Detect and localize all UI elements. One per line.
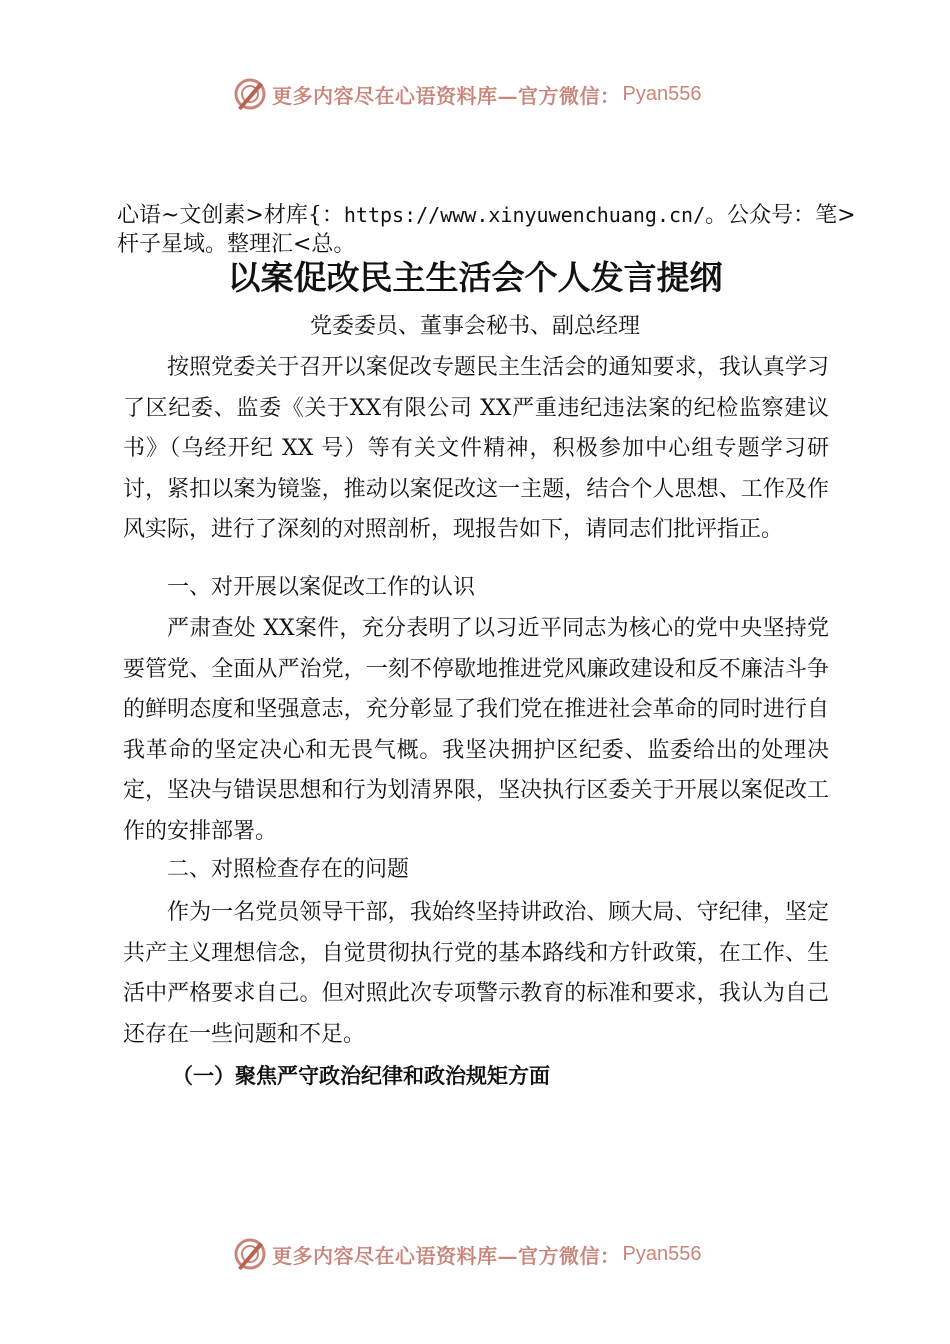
source-url: https://www.xinyuwenchuang.cn/	[343, 203, 706, 227]
section-2-paragraph: 作为一名党员领导干部，我始终坚持讲政治、顾大局、守纪律，坚定共产主义理想信念，自觉贯彻执行党的基本路线和方针政策，在工作、生活中严格要求自己。但对照此次专项警示教育的标准和要求，我认为自己还存在一些问题和不足。	[123, 900, 829, 1047]
footer-watermark	[232, 1234, 732, 1274]
section-heading-1: 一、对开展以案促改工作的认识	[167, 575, 476, 600]
source-line	[117, 201, 857, 259]
page-title: 以案促改民主生活会个人发言提纲	[227, 258, 723, 297]
watermark-text: 更多内容尽在心语资料库—官方微信：	[272, 83, 621, 108]
source-part2: 。公众号：笔>杆子星域。整理汇<总。	[117, 203, 856, 257]
pen-logo-icon	[232, 1236, 268, 1272]
pen-logo-icon	[232, 76, 268, 112]
header-watermark	[232, 74, 732, 114]
source-part1: 心语~文创素>材库{：	[117, 203, 344, 228]
watermark-wechat-id: Pyan556	[622, 1242, 702, 1265]
watermark-text: 更多内容尽在心语资料库—官方微信：	[272, 1243, 621, 1268]
subsection-heading-1: （一）聚焦严守政治纪律和政治规矩方面	[172, 1064, 550, 1088]
speaker-position: 党委委员、董事会秘书、副总经理	[309, 314, 640, 339]
intro-paragraph: 按照党委关于召开以案促改专题民主生活会的通知要求，我认真学习了区纪委、监委《关于XX有限公司 XX严重违纪违法案的纪检监察建议书》（乌经开纪 XX 号）等有关文件精神，积极参加中心组专题学习研讨，紧扣以案为镜鉴，推动以案促改这一主题，结合个人思想、工作及作风实际，进行了深刻的对照剖析，现报告如下，请同志们批评指正。	[123, 355, 829, 542]
watermark-wechat-id: Pyan556	[622, 82, 702, 105]
section-1-paragraph: 严肃查处 XX案件，充分表明了以习近平同志为核心的党中央坚持党要管党、全面从严治党，一刻不停歇地推进党风廉政建设和反不廉洁斗争的鲜明态度和坚强意志，充分彰显了我们党在推进社会革命的同时进行自我革命的坚定决心和无畏气概。我坚决拥护区纪委、监委给出的处理决定，坚决与错误思想和行为划清界限，坚决执行区委关于开展以案促改工作的安排部署。	[123, 616, 829, 844]
section-heading-2: 二、对照检查存在的问题	[167, 857, 410, 882]
